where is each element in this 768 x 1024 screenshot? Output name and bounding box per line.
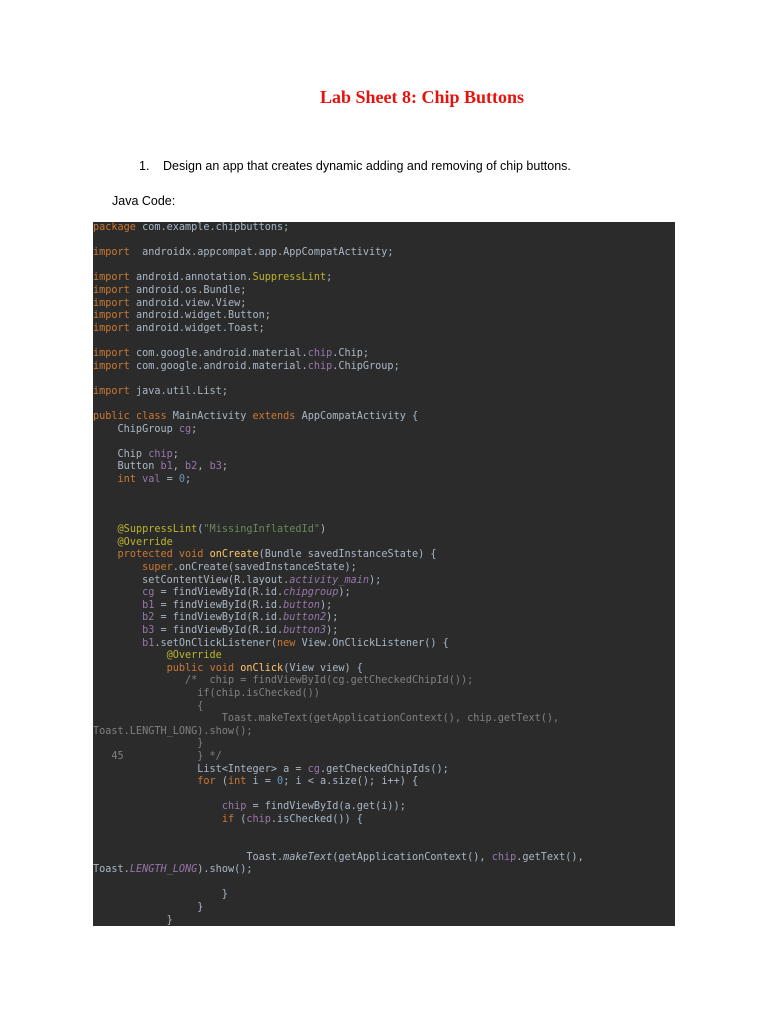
code-line (93, 512, 675, 525)
code-line: @SuppressLint("MissingInflatedId") (117, 524, 327, 536)
code-line: super.onCreate(savedInstanceState); (142, 562, 357, 574)
code-line: protected void onCreate(Bundle savedInstanceState) { (117, 549, 437, 561)
code-line: import androidx.appcompat.app.AppCompatActivity; (93, 247, 394, 259)
code-line (93, 436, 675, 449)
code-line: public void onClick(View view) { (166, 662, 363, 674)
code-line: import com.google.android.material.chip.ChipGroup; (93, 360, 400, 372)
code-line (93, 260, 675, 273)
code-line: b3 = findViewById(R.id.button3); (142, 625, 339, 636)
code-line: @Override (117, 536, 173, 548)
code-line: { (93, 700, 204, 712)
document-title: Lab Sheet 8: Chip Buttons (319, 87, 525, 107)
code-line: public class MainActivity extends AppCompatActivity { (93, 410, 419, 422)
code-line: } (93, 738, 204, 750)
code-line (93, 789, 675, 802)
code-line (93, 373, 675, 386)
code-line: cg = findViewById(R.id.chipgroup); (142, 587, 351, 599)
code-block (93, 222, 675, 926)
code-line (93, 839, 675, 852)
code-line: import java.util.List; (93, 385, 228, 397)
code-line: } (93, 889, 228, 901)
question-number: 1. (139, 159, 150, 173)
code-line: } (93, 902, 204, 914)
code-line: chip = findViewById(a.get(i)); (221, 801, 406, 813)
code-line: b1 = findViewById(R.id.button); (142, 599, 333, 611)
code-line (93, 335, 675, 348)
code-line: 45 } */ (93, 750, 222, 762)
code-line: if(chip.isChecked()) (93, 687, 320, 699)
code-line: import android.widget.Toast; (93, 322, 265, 334)
code-line (93, 235, 675, 248)
code-line (93, 398, 675, 411)
code-line: import android.widget.Button; (93, 310, 271, 322)
code-line: if (chip.isChecked()) { (221, 813, 363, 825)
code-line: Toast.makeText(getApplicationContext(), chip.getText(), (93, 851, 584, 863)
code-line: } (93, 914, 173, 926)
question-item (139, 159, 571, 173)
code-line: Button b1, b2, b3; (93, 461, 229, 473)
code-line (93, 499, 675, 512)
code-line: ChipGroup cg; (93, 423, 198, 435)
code-line: /* chip = findViewById(cg.getCheckedChipId()); (185, 675, 474, 687)
code-label: Java Code: (112, 194, 176, 208)
code-line: Chip chip; (93, 448, 179, 460)
code-line: package com.example.chipbuttons; (93, 222, 290, 233)
code-line: List<Integer> a = cg.getCheckedChipIds(); (93, 763, 449, 775)
code-line: import android.os.Bundle; (93, 284, 247, 296)
code-line: b2 = findViewById(R.id.button2); (142, 612, 339, 624)
code-line: setContentView(R.layout.activity_main); (93, 574, 382, 586)
code-line: b1.setOnClickListener(new View.OnClickListener() { (142, 637, 449, 649)
code-line (93, 877, 675, 890)
code-line (93, 827, 675, 840)
code-line: import com.google.android.material.chip.Chip; (93, 347, 370, 359)
code-line: Toast.makeText(getApplicationContext(), chip.getText(), (93, 713, 560, 725)
code-line: Toast.LENGTH_LONG).show(); (93, 864, 253, 876)
code-line: import android.annotation.SuppressLint; (93, 272, 333, 284)
code-line (93, 486, 675, 499)
code-line: @Override (166, 650, 222, 662)
code-line: for (int i = 0; i < a.size(); i++) { (197, 776, 419, 788)
code-listing (93, 222, 675, 926)
code-line: Toast.LENGTH_LONG).show(); (93, 725, 253, 737)
code-line: import android.view.View; (93, 297, 247, 309)
question-text: Design an app that creates dynamic adding and removing of chip buttons. (163, 159, 571, 173)
code-line: int val = 0; (117, 473, 192, 485)
